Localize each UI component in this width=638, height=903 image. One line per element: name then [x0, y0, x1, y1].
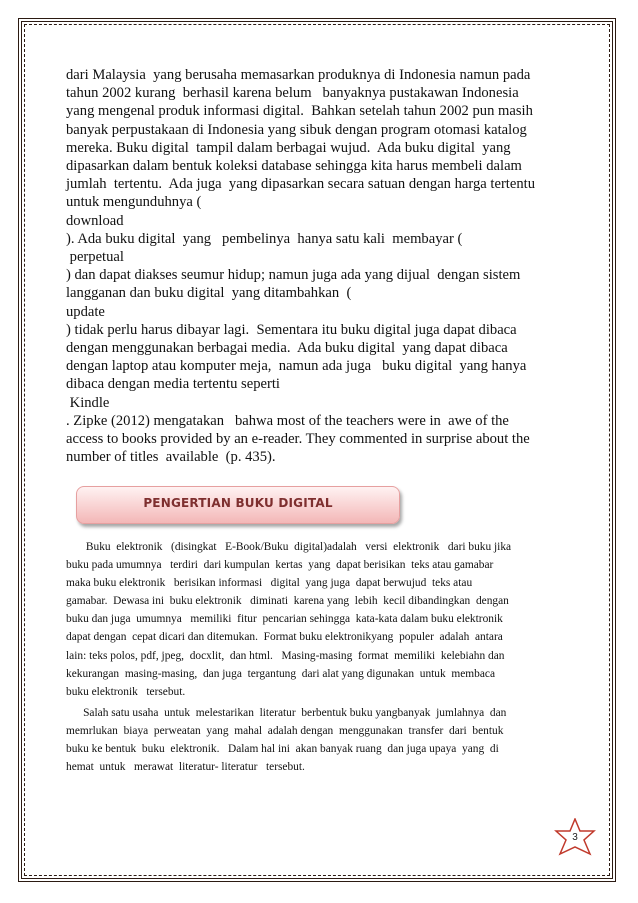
text-line: tahun 2002 kurang berhasil karena belum banyaknya pustakawan Indonesia: [66, 85, 519, 102]
text-line: Buku elektronik (disingkat E-Book/Buku digital)adalah versi elektronik dari buku jika: [66, 541, 512, 553]
text-line: dengan laptop atau komputer meja, namun ada juga buku digital yang hanya: [66, 358, 527, 375]
text-line: ) tidak perlu harus dibayar lagi. Sementara itu buku digital juga dapat dibaca: [66, 321, 517, 338]
text-line: ) dan dapat diakses seumur hidup; namun juga ada yang dijual dengan sistem: [66, 267, 521, 284]
text-line: hemat untuk merawat literatur- literatur tersebut.: [66, 761, 305, 774]
body-text: [66, 66, 566, 466]
text-line: perpetual: [66, 249, 124, 266]
text-line: ). Ada buku digital yang pembelinya hanya satu kali membayar (: [66, 230, 463, 247]
text-line: update: [66, 303, 105, 320]
text-line: banyak perpustakaan di Indonesia yang sibuk dengan program otomasi katalog: [66, 121, 527, 138]
text-line: memrlukan biaya perweatan yang mahal adalah dengan menggunakan transfer dari bentuk: [66, 725, 504, 738]
text-line: access to books provided by an e-reader. They commented in surprise about the: [66, 431, 530, 448]
text-line: Kindle: [66, 394, 110, 411]
text-line: number of titles available (p. 435).: [66, 449, 276, 466]
section-banner: [76, 486, 400, 524]
text-line: dipasarkan dalam bentuk koleksi database sehingga kita harus membeli dalam: [66, 158, 522, 175]
text-line: buku pada umumnya terdiri dari kumpulan kertas yang dapat berisikan teks atau gamabar: [66, 559, 494, 572]
text-line: dari Malaysia yang berusaha memasarkan produknya di Indonesia namun pada: [66, 67, 531, 83]
text-line: . Zipke (2012) mengatakan bahwa most of the teachers were in awe of the: [66, 412, 509, 429]
text-line: gamabar. Dewasa ini buku elektronik diminati karena yang lebih kecil dibandingkan dengan: [66, 595, 509, 608]
text-line: buku ke bentuk buku elektronik. Dalam hal ini akan banyak ruang dan juga upaya yang di: [66, 743, 499, 756]
text-line: download: [66, 212, 124, 229]
text-line: buku elektronik tersebut.: [66, 685, 186, 698]
paragraph-2: [66, 704, 572, 776]
text-line: lain: teks polos, pdf, jpeg, docxlit, dan html. Masing-masing format memiliki kelebiahn dan: [66, 649, 505, 662]
text-line: Salah satu usaha untuk melestarikan literatur berbentuk buku yangbanyak jumlahnya dan: [66, 707, 507, 719]
page-number: 3: [572, 832, 578, 843]
text-line: mereka. Buku digital tampil dalam berbagai wujud. Ada buku digital yang: [66, 139, 511, 156]
text-line: maka buku elektronik berisikan informasi digital yang juga dapat berwujud teks atau: [66, 577, 473, 590]
text-line: buku dan juga umumnya memiliki fitur pencarian sehingga kata-kata dalam buku elektronik: [66, 613, 503, 626]
paragraph-1: [66, 538, 572, 701]
text-line: yang mengenal produk informasi digital. Bahkan setelah tahun 2002 pun masih: [66, 103, 533, 120]
text-line: kekurangan masing-masing, dan juga tergantung dari alat yang digunakan untuk membaca: [66, 667, 496, 680]
text-line: dibaca dengan media tertentu seperti: [66, 376, 280, 393]
text-line: dengan menggunakan berbagai media. Ada buku digital yang dapat dibaca: [66, 340, 508, 357]
text-line: dapat dengan cepat dicari dan ditemukan. Format buku elektronikyang populer adalah antara: [66, 631, 503, 644]
section-title: PENGERTIAN BUKU DIGITAL: [143, 496, 333, 510]
text-line: jumlah tertentu. Ada juga yang dipasarkan secara satuan dengan harga tertentu: [66, 176, 535, 193]
text-line: langganan dan buku digital yang ditambahkan (: [66, 285, 352, 302]
text-line: untuk mengunduhnya (: [66, 194, 202, 211]
